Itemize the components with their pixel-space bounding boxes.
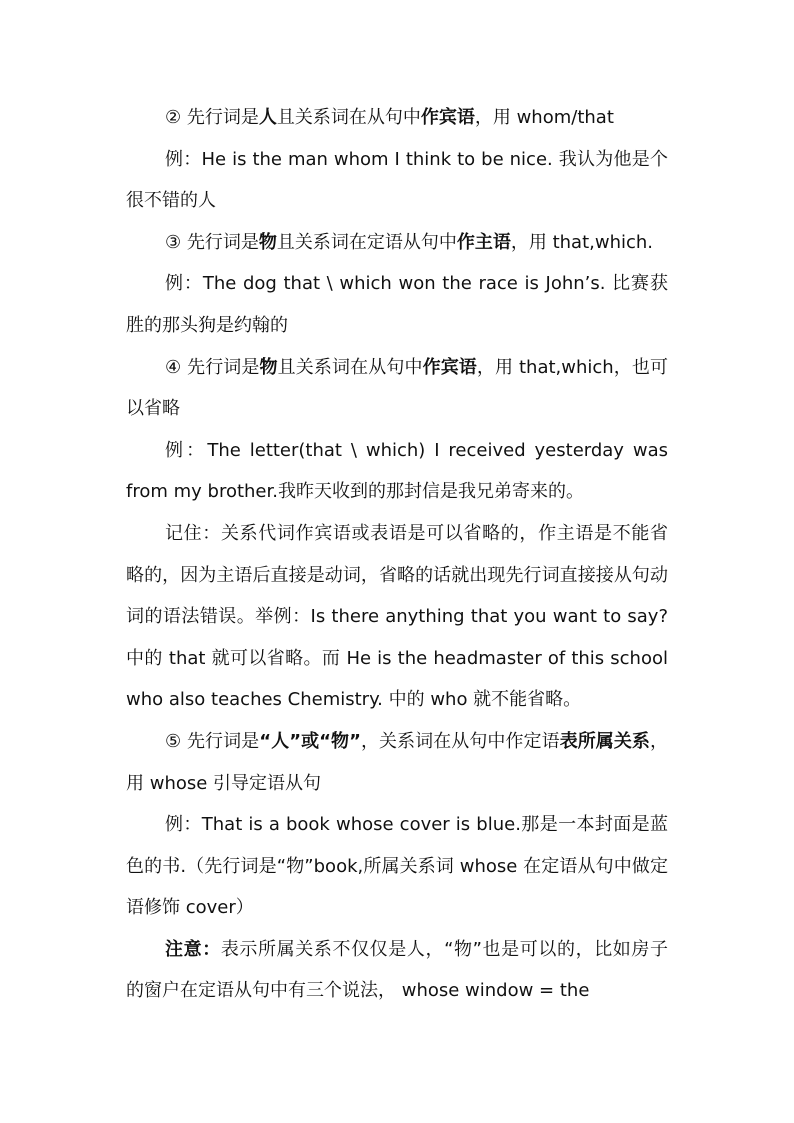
text-run: 例：The dog that \ which won the race is John’s. 比赛获胜的那头狗是约翰的 [126,273,668,336]
paragraph-rule-5 [126,721,668,804]
text-run: 且关系词在定语从句中 [276,231,457,253]
text-run: 表示所属关系不仅仅是人，“物”也是可以的，比如房子的窗户在定语从句中有三个说法， whose window = the [126,938,669,1002]
text-run: 记住：关系代词作宾语或表语是可以省略的，作主语是不能省略的，因为主语后直接是动词，省略的话就出现先行词直接接从句动词的语法错误。举例：Is there anything that you want to say? 中的 that 就可以省略。而 He is the headmaster of this school who also teaches Chemistry. 中的 who 就不能省略。 [126,522,668,711]
paragraph-example-5 [126,804,668,929]
text-run: ，用 whose 引导定语从句 [126,730,668,794]
document-page [126,0,668,1012]
text-run: ② 先行词是 [165,107,259,128]
bold-text: 表所属关系 [559,730,650,752]
bold-text: 作宾语 [422,356,477,378]
text-run: 例：That is a book whose cover is blue.那是一本封面是蓝色的书.（先行词是“物”book,所属关系词 whose 在定语从句中做定语修饰 cover） [126,814,668,919]
text-run: ，用 that,which. [510,231,654,253]
text-run: 例：The letter(that \ which) I received yesterday was from my brother.我昨天收到的那封信是我兄弟寄来的。 [126,439,668,503]
text-run: ⑤ 先行词是 [165,730,260,752]
text-run: ，用 that,which，也可以省略 [126,356,669,420]
bold-text: 作宾语 [420,107,475,128]
paragraph-rule-3 [126,222,668,264]
paragraph-example-2 [126,139,668,222]
bold-text: 注意： [165,938,221,960]
paragraph-note [126,929,668,1012]
paragraph-rule-4 [126,347,668,430]
bold-text: 物 [258,231,277,253]
paragraph-example-3 [126,263,668,346]
bold-text: 人 [258,107,277,128]
document-body [126,0,668,1012]
text-run: 例：He is the man whom I think to be nice. 我认为他是个很不错的人 [126,148,668,212]
paragraph-example-4 [126,430,668,513]
bold-text: “人”或“物” [259,730,361,752]
text-run: ，关系词在从句中作定语 [360,730,560,752]
text-run: ，用 whom/that [474,107,614,128]
text-run: ③ 先行词是 [165,231,259,253]
text-run: ④ 先行词是 [165,356,260,378]
paragraph-remember [126,513,668,721]
paragraph-rule-2 [126,0,668,139]
bold-text: 物 [259,356,278,378]
bold-text: 作主语 [456,231,511,253]
text-run: 且关系词在从句中 [277,356,423,378]
text-run: 且关系词在从句中 [276,107,421,128]
